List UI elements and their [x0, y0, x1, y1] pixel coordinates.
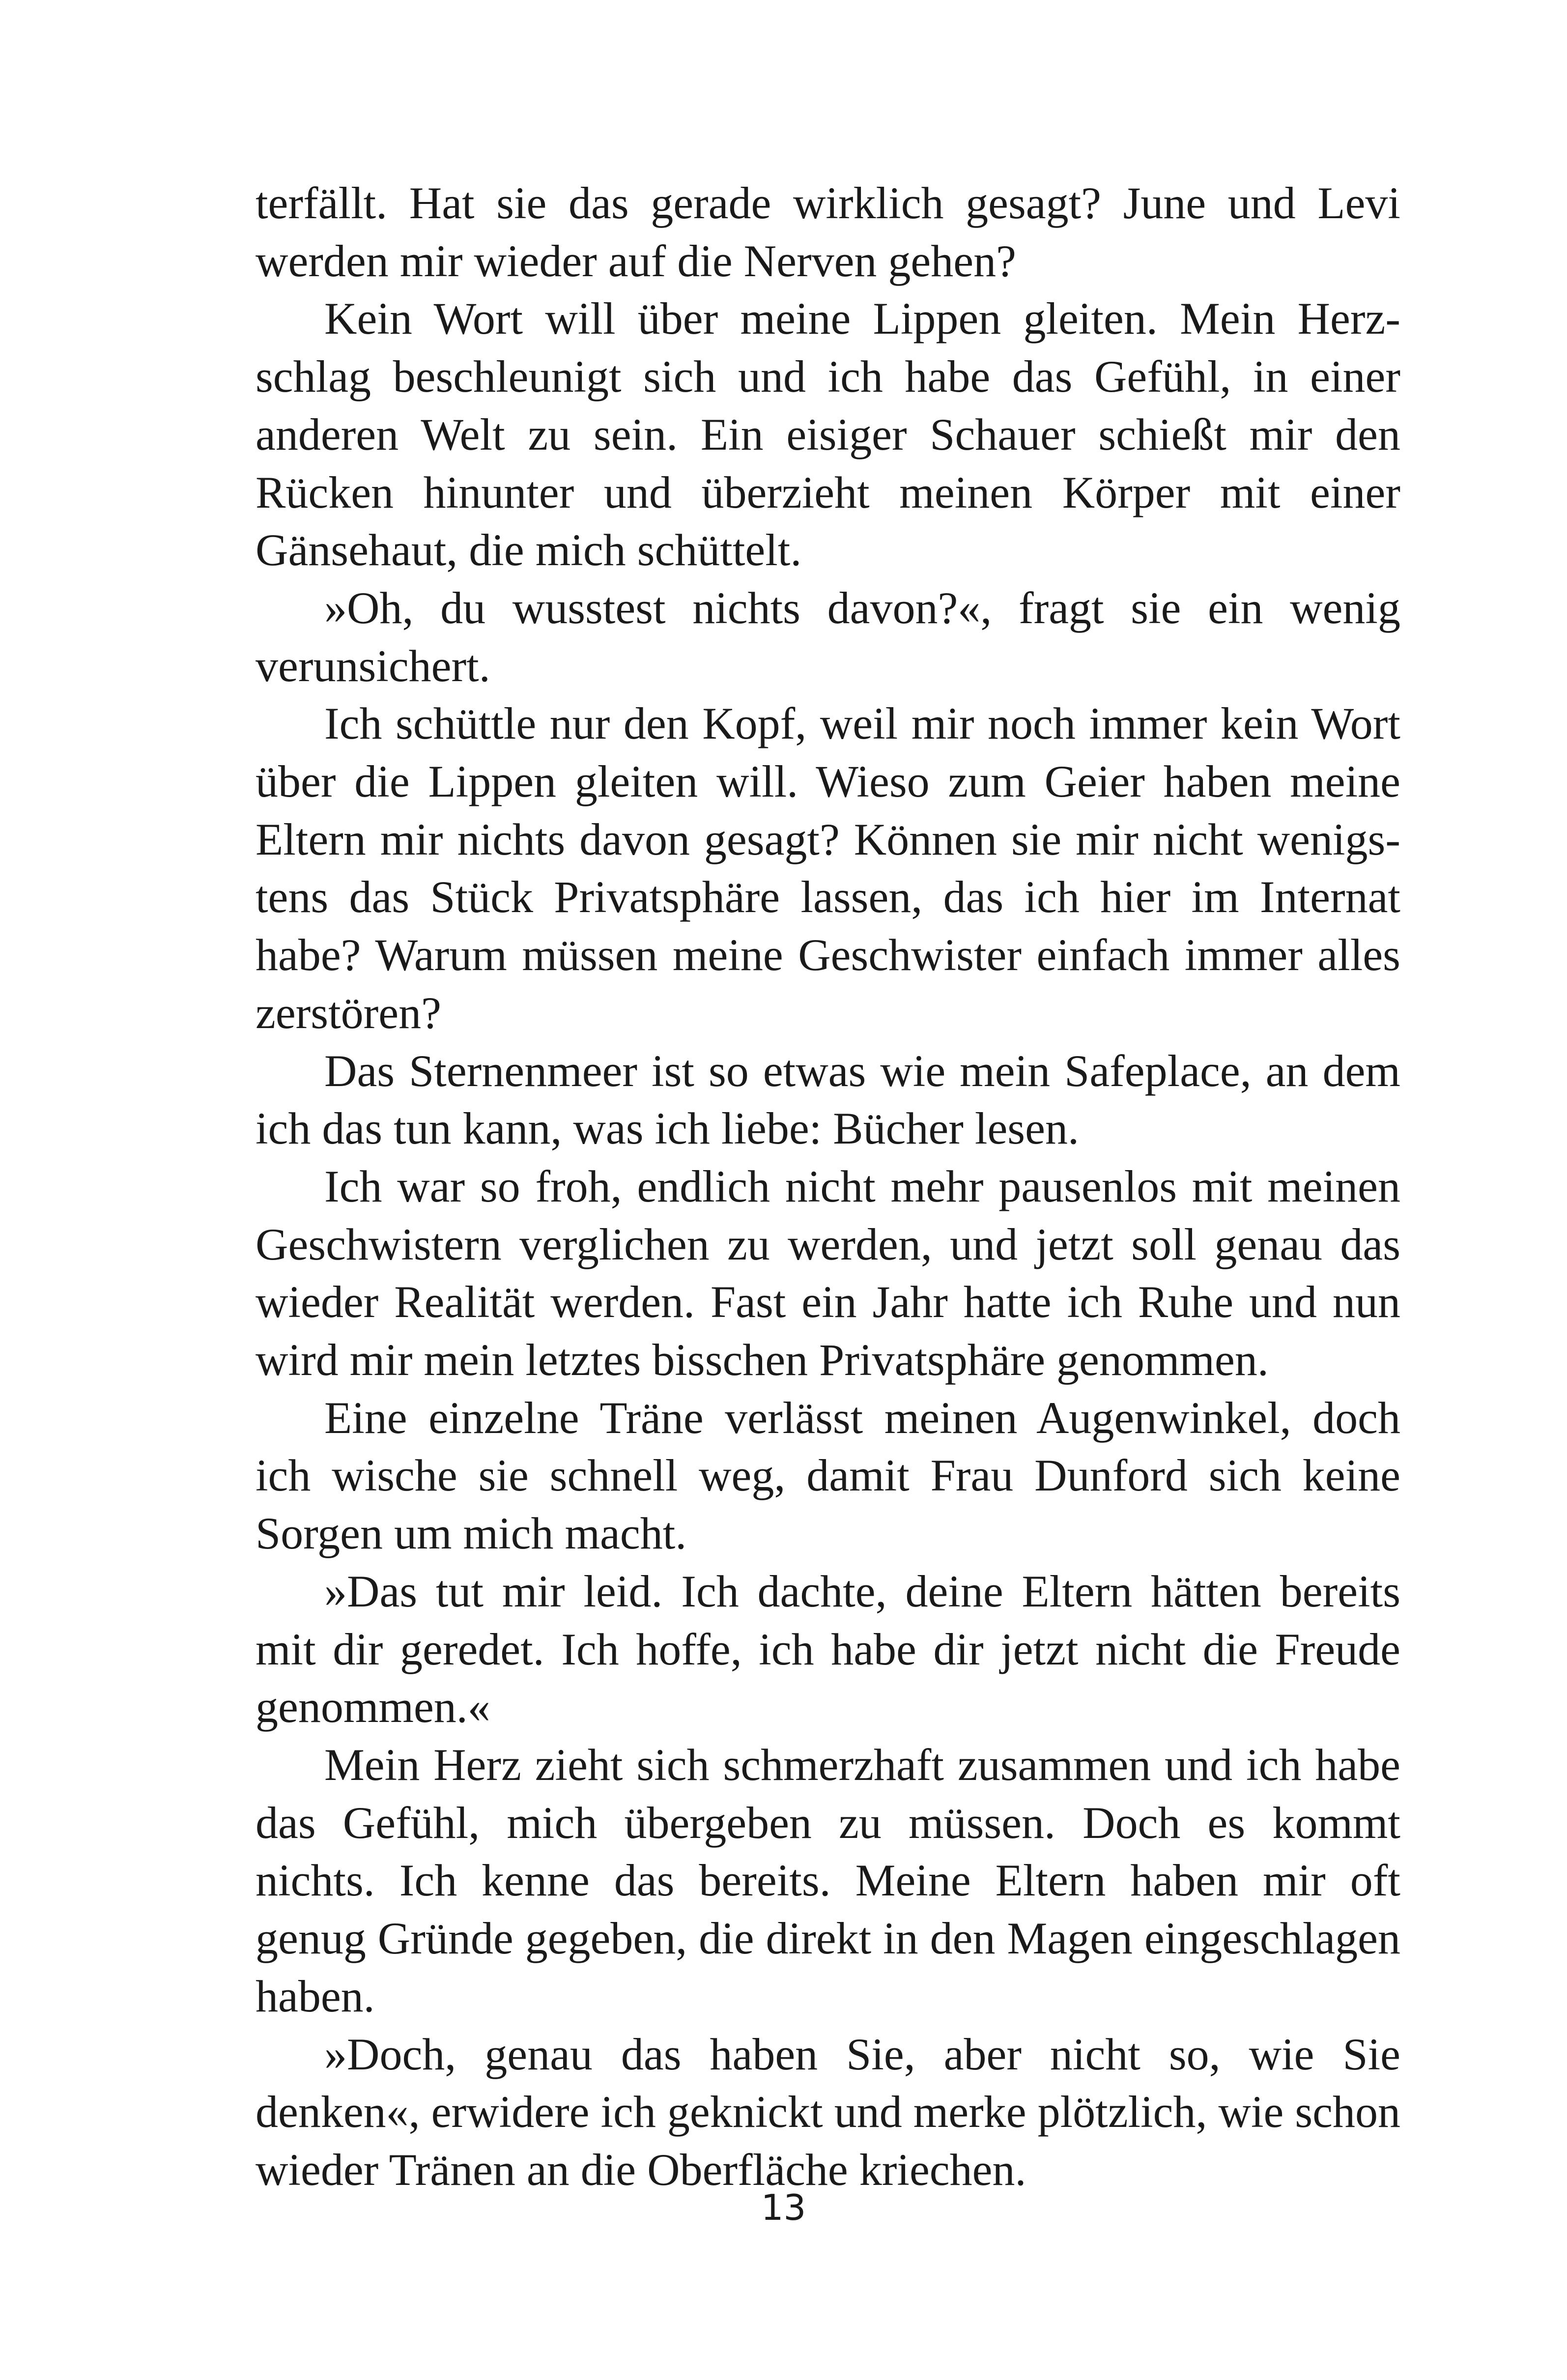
body-text [256, 174, 1400, 2199]
paragraph-6: Ich war so froh, endlich nicht mehr pausenlos mit meinen Geschwistern verglichen zu werden, und jetzt soll genau das wieder Realität werden. Fast ein Jahr hatte ich Ruhe und nun wird mir mein letztes bisschen Privatsphäre genommen. [256, 1161, 1400, 1385]
paragraph-10: »Doch, genau das haben Sie, aber nicht so, wie Sie denken«, erwidere ich geknickt und merke plötzlich, wie schon wieder Tränen an die Oberfläche kriechen. [256, 2029, 1400, 2195]
paragraph-7: Eine einzelne Träne verlässt meinen Augenwinkel, doch ich wische sie schnell weg, damit Frau Dunford sich keine Sorgen um mich macht. [256, 1392, 1400, 1559]
paragraph-9: Mein Herz zieht sich schmerzhaft zusammen und ich habe das Gefühl, mich übergeben zu müssen. Doch es kommt nichts. Ich kenne das bereits. Meine Eltern haben mir oft genug Gründe gegeben, die direkt in den Magen eingeschlagen haben. [256, 1739, 1400, 2021]
paragraph-3: »Oh, du wusstest nichts davon?«, fragt sie ein wenig verunsichert. [256, 582, 1400, 691]
paragraph-8: »Das tut mir leid. Ich dachte, deine Eltern hätten bereits mit dir geredet. Ich hoffe, ich habe dir jetzt nicht die Freude genommen.« [256, 1566, 1400, 1732]
paragraph-5: Das Sternenmeer ist so etwas wie mein Safeplace, an dem ich das tun kann, was ich liebe: Bücher lesen. [256, 1045, 1400, 1154]
paragraph-2: Kein Wort will über meine Lippen gleiten. Mein Herzschlag beschleunigt sich und ich habe das Gefühl, in einer anderen Welt zu sein. Ein eisiger Schauer schießt mir den Rücken hinunter und überzieht meinen Körper mit einer Gänsehaut, die mich schüttelt. [256, 293, 1400, 575]
paragraph-1: terfällt. Hat sie das gerade wirklich gesagt? June und Levi werden mir wieder auf die Nerven gehen? [256, 178, 1400, 286]
page-number: 13 [761, 2187, 806, 2228]
paragraph-4: Ich schüttle nur den Kopf, weil mir noch immer kein Wort über die Lippen gleiten will. Wieso zum Geier haben meine Eltern mir nichts davon gesagt? Können sie mir nicht wenigstens das Stück Privatsphäre lassen, das ich hier im Internat habe? Warum müssen meine Geschwister einfach immer alles zerstören? [256, 698, 1400, 1038]
